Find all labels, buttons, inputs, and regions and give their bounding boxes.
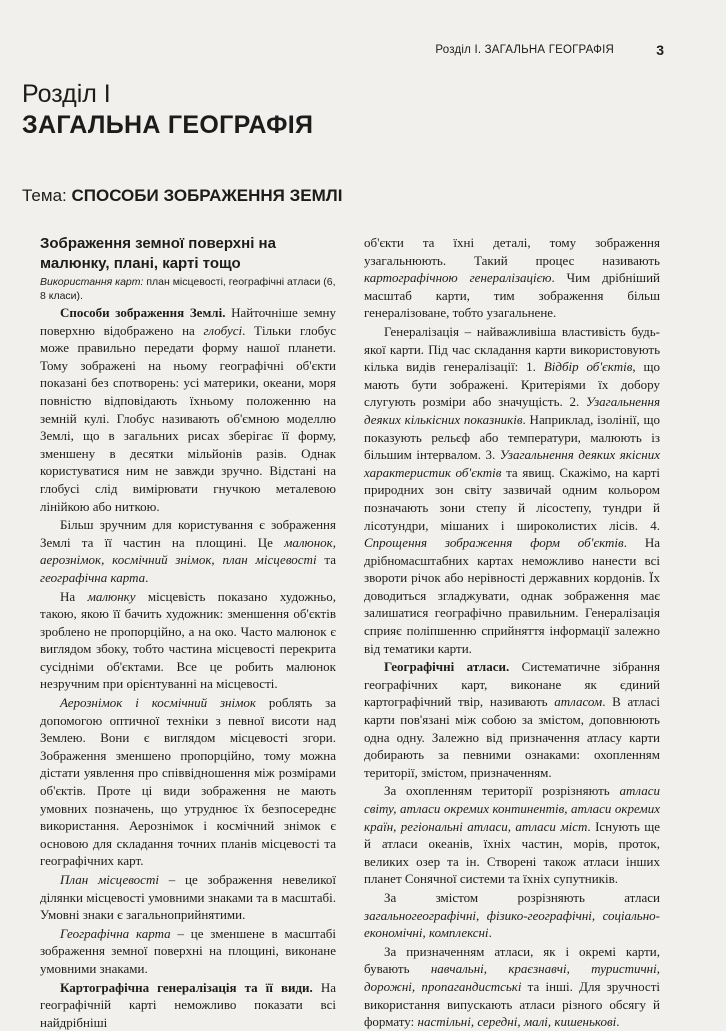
topic-title: СПОСОБИ ЗОБРАЖЕННЯ ЗЕМЛІ	[71, 186, 343, 205]
italic-term: глобусі	[203, 322, 243, 338]
italic-term: Географічна карта	[60, 925, 171, 941]
paragraph-lead: Картографічна генералізація та її види.	[60, 979, 313, 995]
italic-term: Аерознімок і космічний знімок	[60, 695, 256, 711]
italic-term: Відбір об'єктів	[543, 359, 633, 375]
section-title: ЗАГАЛЬНА ГЕОГРАФІЯ	[22, 111, 314, 139]
italic-term: Узагальнення деяких кількісних показників	[364, 394, 660, 427]
text: . В атласі карти пов'язані між собою за змістом, доповнюють одна одну. Залежно від призначення атласу карти добирають за певними ознаками: охопленням території, змістом, призначенням.	[364, 694, 660, 780]
text: На	[60, 588, 88, 604]
italic-term: географічна карта	[40, 569, 146, 585]
text: роблять за допомогою оптичної техніки з певної висоти над Землею. Вони є виглядом місцевості згори. Зображення зменшено пропорційно, тому можна дістати уявлення про співвідношення між розмірами об'єктів. Проте ці види зображення не мають умовних позначень, що утруднює їх безпосереднє використання. Аерознімок і космічний знімок є основою для складання точних планів місцевості та географічних карт.	[40, 695, 337, 869]
text: – це зображення невеликої ділянки місцевості умовними знаками та в масштабі. Умовні знаки є загальноприйнятими.	[40, 872, 336, 923]
text: та	[316, 552, 336, 568]
paragraph	[40, 516, 336, 586]
text: .	[616, 1014, 620, 1030]
text: , що мають бути зображені. Критеріями їх добору слугують розміри або значущість. 2.	[364, 359, 660, 410]
text: . Чим дрібніший масштаб карти, тим зображення більш генералізоване, тобто узагальнене.	[364, 270, 660, 321]
paragraph-lead: Географічні атласи.	[384, 659, 510, 675]
text: .	[488, 925, 492, 941]
text: . На дрібномасштабних картах неможливо нанести всі звороти річок або нерівності державних кордонів. Їх доводиться згладжувати, однак зображення має залишатися географічно правильним. Генералізація сприяє поліпшенню сприйняття інформації залежно від тематики карти.	[364, 535, 660, 656]
italic-term: настільні, середні, малі, кишенькові	[417, 1014, 617, 1030]
italic-term: малюнок, аерознімок, космічний знімок, план місцевості	[40, 534, 336, 568]
italic-term: картографічною генералізацією	[364, 270, 552, 286]
text: та інші. Для зручності використання випускають атласи різного обсягу й формату:	[364, 978, 660, 1030]
paragraph	[40, 979, 336, 1031]
text: . Існують ще й атласи океанів, їхніх частин, морів, проток, великих озер та ін. Створені також атласи інших планет Сонячної системи та їхніх супутників.	[364, 818, 660, 887]
italic-term: загальногеографічні, фізико-географічні, соціально-економічні, комплексні	[364, 907, 660, 941]
paragraph	[364, 889, 660, 942]
left-column	[40, 234, 336, 1031]
italic-term: атласом	[554, 694, 603, 710]
text: Найточніше земну поверхню відображено на	[40, 305, 336, 338]
paragraph	[364, 323, 660, 657]
running-head: Розділ І. ЗАГАЛЬНА ГЕОГРАФІЯ	[435, 44, 614, 56]
text: .	[145, 569, 149, 585]
text: та явищ. Скажімо, на карті природних зон світу зазвичай одним кольором позначають зони степу й лісостепу, тундри й лісотундри, мішаних і широколистих лісів. 4.	[364, 464, 660, 533]
paragraph	[40, 304, 336, 515]
usage-label: Використання карт:	[40, 276, 144, 288]
topic-heading	[22, 186, 342, 206]
paragraph	[364, 943, 660, 1031]
text: . Наприклад, ізолінії, що показують рельєф або температури, малюють із більшим інтервалом. 3.	[364, 411, 660, 463]
text: На географічній карті неможливо показати всі найдрібніші	[40, 979, 336, 1030]
subheading: Зображення земної поверхні на малюнку, плані, карті тощо	[40, 235, 276, 272]
text: За змістом розрізняють атласи	[384, 889, 660, 905]
usage-text: план місцевості, географічні атласи (6, 8 класи).	[40, 276, 336, 302]
paragraph	[40, 694, 336, 870]
paragraph	[40, 588, 336, 694]
section-label: Розділ І	[22, 80, 111, 108]
page-number: 3	[656, 42, 664, 58]
paragraph	[364, 234, 660, 322]
topic-prefix: Тема:	[22, 186, 72, 205]
text: . Тільки глобус може правильно передати форму нашої планети. Тому зображені на ньому географічні об'єкти показані без спотворень: усі материки, океани, моря повністю відповідають їхньому положенню на земній кулі. Глобус називають об'ємною моделлю Землі, що в загальних рисах зберігає її форму, зменшену в десятки мільйонів разів. Однак користуватися ним не завжди зручно. Відстані на глобусі слід вимірювати гнучкою металевою лінійкою або ниткою.	[40, 322, 336, 514]
italic-term: Узагальнення деяких якісних характеристик об'єктів	[364, 447, 660, 480]
text: За призначенням атласи, як і окремі карти, бувають	[364, 943, 660, 977]
italic-term: атласи світу, атласи окремих континентів, атласи окремих країн, регіональні атласи, атласи міст	[364, 783, 660, 834]
paragraph	[364, 658, 660, 781]
map-usage-note	[40, 275, 336, 303]
text: об'єкти та їхні деталі, тому зображення узагальнюють. Такий процес називають	[364, 235, 660, 268]
text: За охопленням території розрізняють	[384, 783, 620, 799]
italic-term: План місцевості	[60, 872, 159, 887]
right-column	[364, 234, 660, 1031]
italic-term: Спрощення зображення форм об'єктів	[364, 535, 624, 551]
text: місцевість показано художньо, такою, якою її бачить художник: зменшення об'єктів зроблено не пропорційно, а на око. Часто малюнок є виглядом збоку, тобто частина місцевості перекрита сусідніми об'єктами. Все це робить малюнок незручним при орієнтуванні на місцевості.	[40, 588, 336, 692]
text: Більш зручним для користування є зображення Землі та її частин на площині. Це	[40, 517, 336, 550]
paragraph	[364, 782, 660, 888]
text: – це зменшене в масштабі зображення земної поверхні на площині, виконане умовними знаками.	[40, 925, 336, 976]
italic-term: малюнку	[87, 588, 136, 604]
text: Генералізація – найважливіша властивість будь-якої карти. Під час складання карти використовують кілька видів генералізації: 1.	[364, 323, 660, 375]
text: Систематичне зібрання географічних карт, виконане як єдиний картографічний твір, називають	[364, 659, 660, 710]
italic-term: навчальні, краєзнавчі, туристичні, дорожні, пропагандистські	[364, 961, 660, 994]
paragraph-lead: Способи зображення Землі.	[60, 305, 226, 320]
paragraph	[40, 871, 336, 924]
